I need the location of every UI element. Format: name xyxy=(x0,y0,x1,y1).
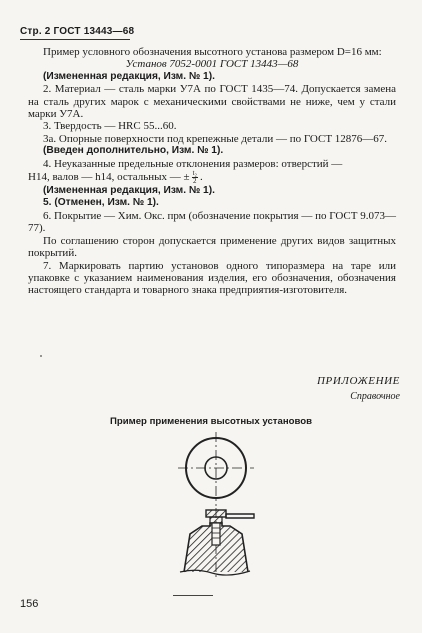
paragraph-coating-agreement: По соглашению сторон допускается применение других видов защитных покрытий. xyxy=(28,234,396,260)
fraction-denominator: 2 xyxy=(193,177,197,186)
fraction-numerator: t₂ xyxy=(192,169,197,178)
amendment-note-2: (Введен дополнительно, Изм. № 1). xyxy=(43,145,224,157)
appendix-subtitle: Справочное xyxy=(350,391,400,402)
page-number: 156 xyxy=(20,598,39,610)
height-setter-drawing xyxy=(150,430,280,580)
paragraph-cancelled: 5. (Отменен, Изм. № 1). xyxy=(43,197,159,209)
paragraph-material: 2. Материал — сталь марки У7А по ГОСТ 1435—74. Допускается замена на сталь других марок с механическими свойствами не ниже, чем у стали марки У7А. xyxy=(28,83,396,121)
deviations-prefix: H14, валов — h14, остальных — ± xyxy=(28,171,190,184)
setter-cap xyxy=(206,510,226,517)
paragraph-hardness: 3. Твердость — HRC 55...60. xyxy=(43,120,177,133)
scan-speck xyxy=(40,355,42,357)
page-header xyxy=(20,26,134,37)
paragraph-deviations: 4. Неуказанные предельные отклонения размеров: отверстий — xyxy=(43,157,343,170)
bottom-rule xyxy=(173,595,213,596)
deviations-suffix: . xyxy=(199,171,203,184)
figure-drawing xyxy=(150,430,280,585)
amendment-note-3: (Измененная редакция, Изм. № 1). xyxy=(43,185,215,197)
appendix-title: ПРИЛОЖЕНИЕ xyxy=(317,375,400,387)
figure-title: Пример применения высотных установов xyxy=(109,416,313,427)
designation-example: Установ 7052-0001 ГОСТ 13443—68 xyxy=(125,58,299,71)
paragraph-coating: 6. Покрытие — Хим. Окс. прм (обозначение покрытия — по ГОСТ 9.073—77). xyxy=(28,209,396,235)
screw xyxy=(212,523,220,545)
amendment-note-1: (Измененная редакция, Изм. № 1). xyxy=(43,70,215,82)
paragraph-support-surfaces: 3а. Опорные поверхности под крепежные детали — по ГОСТ 12876—67. xyxy=(43,132,388,145)
header-rule xyxy=(20,39,130,40)
tolerance-fraction xyxy=(192,170,198,185)
appendix-heading xyxy=(317,375,400,402)
body-text xyxy=(28,46,396,297)
paragraph-deviations-line2 xyxy=(28,170,396,185)
tool-tip xyxy=(226,514,254,518)
paragraph-example: Пример условного обозначения высотного установа размером D=16 мм: xyxy=(43,46,382,58)
header-text: Стр. 2 ГОСТ 13443—68 xyxy=(20,26,135,37)
paragraph-marking: 7. Маркировать партию установов одного типоразмера на таре или упаковке с указанием наименования изделия, его обозначения, обозначения настоящего стандарта и товарного знака предприятия-изготовителя. xyxy=(28,259,396,297)
